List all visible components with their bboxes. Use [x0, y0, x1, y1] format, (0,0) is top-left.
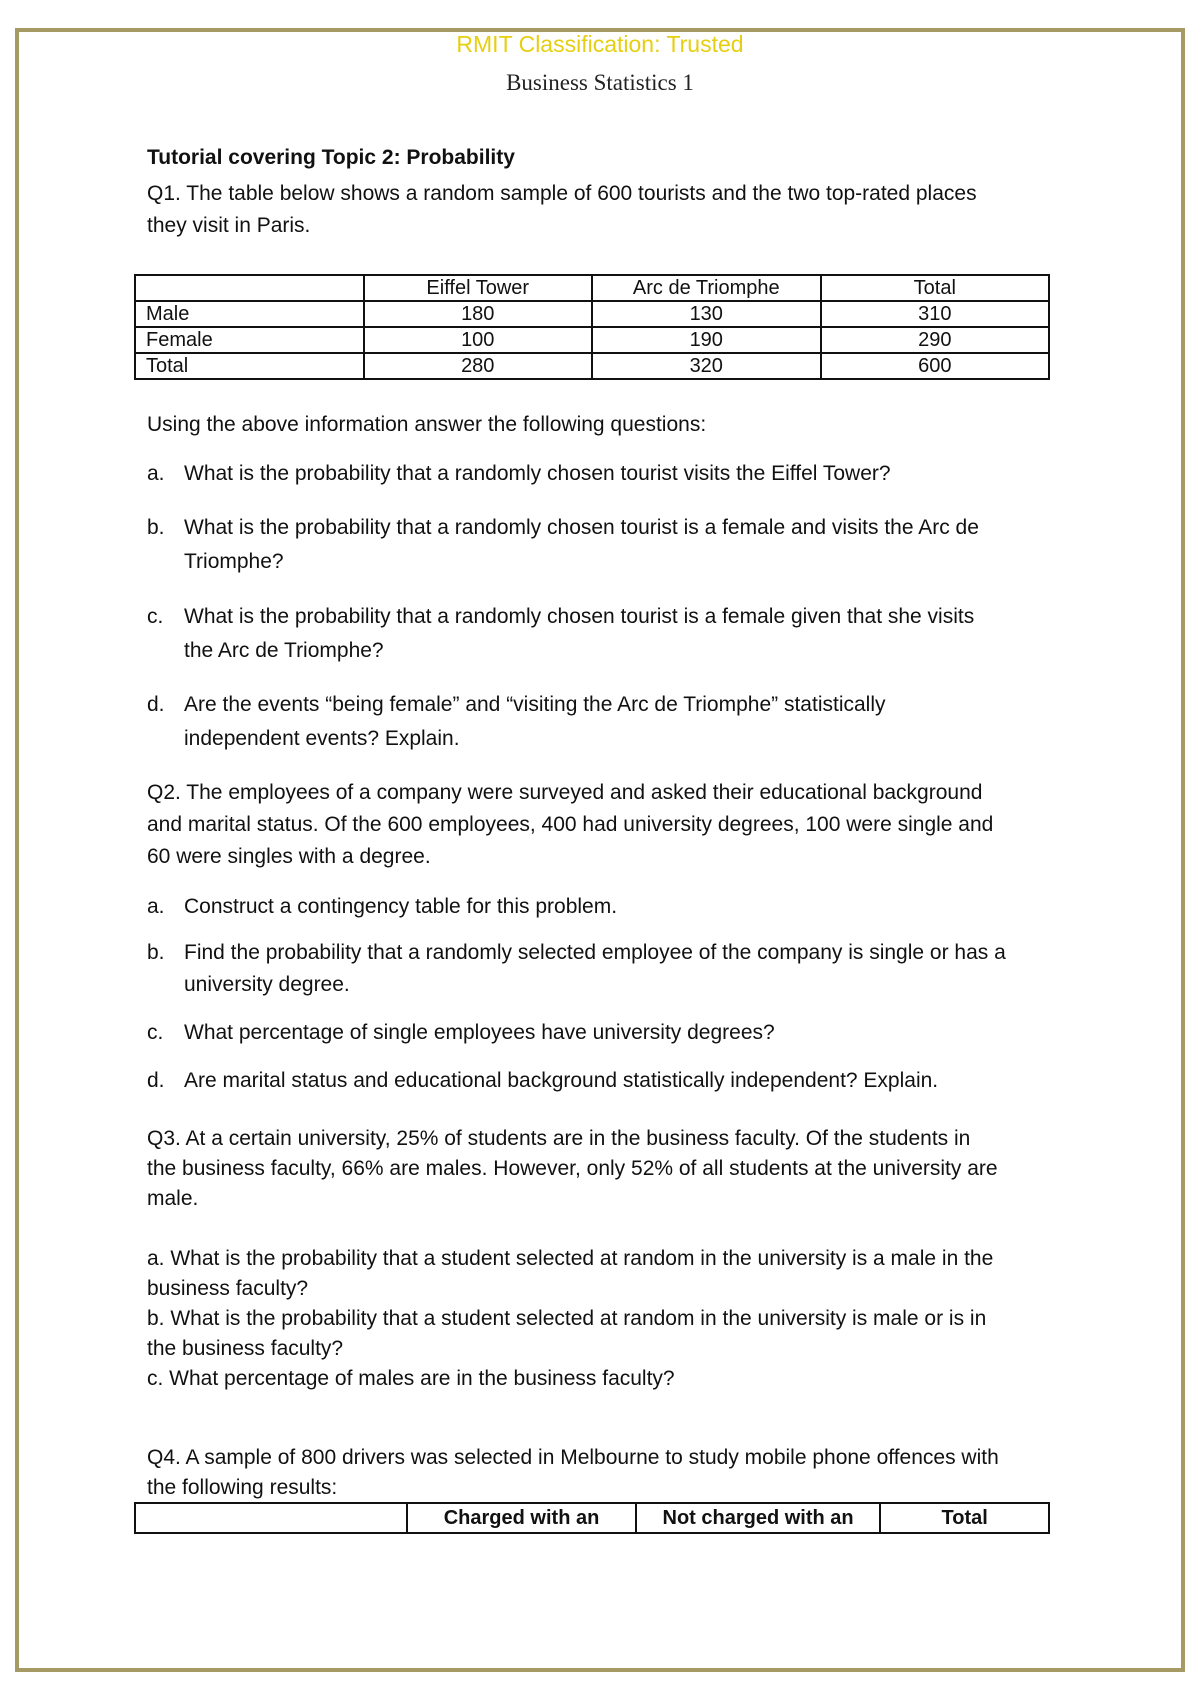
item-text: Are the events “being female” and “visiting the Arc de Triomphe” statistically [184, 693, 886, 716]
course-title: Business Statistics 1 [506, 70, 694, 95]
q3-a-line1: a. What is the probability that a student selected at random in the university is a male in the [147, 1247, 994, 1270]
q3-line2: the business faculty, 66% are males. However, only 52% of all students at the university are [147, 1157, 998, 1180]
q1-header-cell: Arc de Triomphe [592, 275, 821, 301]
table-cell: 600 [821, 353, 1049, 379]
item-text: university degree. [184, 973, 350, 996]
item-text: Are marital status and educational background statistically independent? Explain. [184, 1069, 939, 1092]
item-text: Find the probability that a randomly selected employee of the company is single or has a [184, 941, 1006, 964]
q3-a-line2: business faculty? [147, 1277, 309, 1300]
table-cell: 320 [592, 353, 821, 379]
q1-header-cell: Total [821, 275, 1049, 301]
q1-table-header-row [135, 275, 1049, 301]
q1-header-cell [135, 275, 364, 301]
q4-line2: the following results: [147, 1476, 338, 1499]
item-text: What percentage of single employees have university degrees? [184, 1021, 775, 1044]
table-cell: Female [135, 327, 364, 353]
q1-intro [147, 178, 1067, 242]
item-text: What is the probability that a randomly chosen tourist is a female given that she visits [184, 605, 975, 628]
q1-lead: Using the above information answer the following questions: [147, 413, 707, 436]
q2-line2: and marital status. Of the 600 employees, 400 had university degrees, 100 were single and [147, 813, 994, 836]
q1-header-cell: Eiffel Tower [364, 275, 592, 301]
q4-header-cell: Total [880, 1503, 1049, 1533]
q2-line1: Q2. The employees of a company were surveyed and asked their educational background [147, 781, 983, 804]
q4-header-cell: Charged with an [407, 1503, 636, 1533]
table-row [135, 301, 1049, 327]
item-label: a. [147, 462, 165, 485]
item-text: independent events? Explain. [184, 727, 460, 750]
q1-intro-line2: they visit in Paris. [147, 214, 311, 237]
table-row [135, 327, 1049, 353]
item-text: the Arc de Triomphe? [184, 639, 384, 662]
q4-intro [147, 1443, 1087, 1503]
table-cell: 290 [821, 327, 1049, 353]
q3-intro [147, 1124, 1087, 1214]
classification-label: RMIT Classification: Trusted [456, 31, 744, 57]
table-cell: 280 [364, 353, 592, 379]
item-label: c. [147, 605, 164, 628]
item-label: c. [147, 1021, 164, 1044]
q3-b-line2: the business faculty? [147, 1337, 344, 1360]
q3-b-line1: b. What is the probability that a student selected at random in the university is male or is in [147, 1307, 987, 1330]
q1-table [134, 274, 1050, 380]
q2-line3: 60 were singles with a degree. [147, 845, 431, 868]
table-cell: Total [135, 353, 364, 379]
q4-table-header-row [135, 1503, 1049, 1533]
table-cell: 100 [364, 327, 592, 353]
table-cell: 310 [821, 301, 1049, 327]
item-label: d. [147, 693, 165, 716]
q2-intro [147, 777, 1087, 873]
item-text: What is the probability that a randomly chosen tourist visits the Eiffel Tower? [184, 462, 891, 485]
item-label: b. [147, 516, 165, 539]
q3-questions [147, 1244, 1087, 1394]
q4-line1: Q4. A sample of 800 drivers was selected in Melbourne to study mobile phone offences with [147, 1446, 999, 1469]
tutorial-title: Tutorial covering Topic 2: Probability [147, 146, 515, 169]
q4-table [134, 1502, 1050, 1534]
item-label: b. [147, 941, 165, 964]
q4-header-cell: Not charged with an [636, 1503, 881, 1533]
item-label: d. [147, 1069, 165, 1092]
table-cell: 130 [592, 301, 821, 327]
q3-line3: male. [147, 1187, 199, 1210]
q3-c-line1: c. What percentage of males are in the business faculty? [147, 1367, 675, 1390]
item-text: Construct a contingency table for this problem. [184, 895, 618, 918]
q1-intro-line1: Q1. The table below shows a random sample of 600 tourists and the two top-rated places [147, 182, 977, 205]
table-row [135, 353, 1049, 379]
q3-line1: Q3. At a certain university, 25% of students are in the business faculty. Of the students in [147, 1127, 971, 1150]
item-label: a. [147, 895, 165, 918]
item-text: What is the probability that a randomly chosen tourist is a female and visits the Arc de [184, 516, 979, 539]
table-cell: Male [135, 301, 364, 327]
table-cell: 190 [592, 327, 821, 353]
q4-header-cell [135, 1503, 407, 1533]
table-cell: 180 [364, 301, 592, 327]
item-text: Triomphe? [184, 550, 284, 573]
